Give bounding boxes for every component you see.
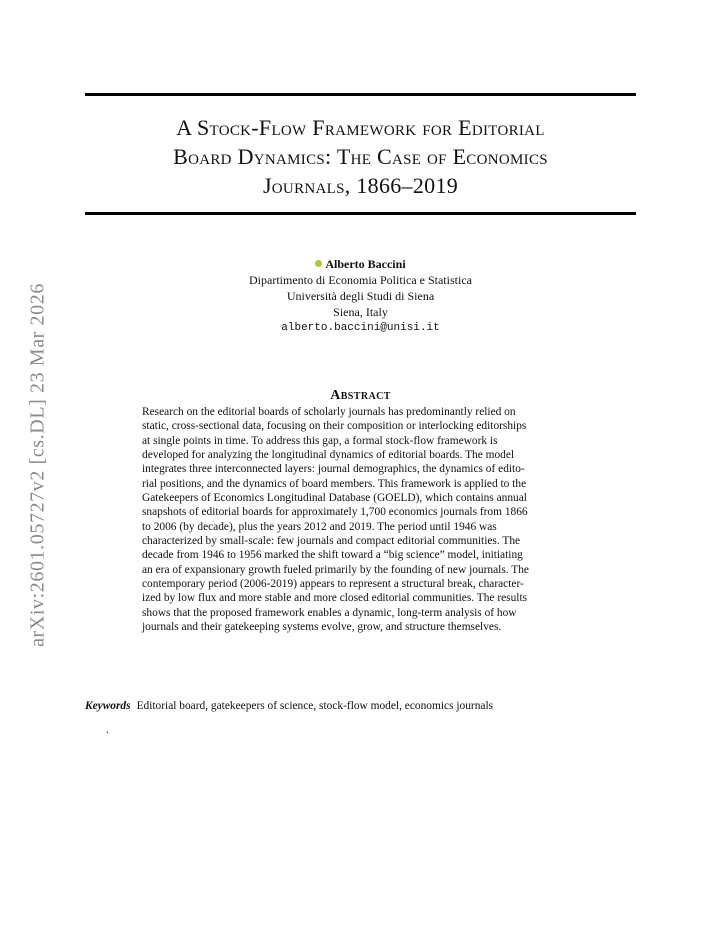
abstract-line: journals and their gatekeeping systems evolve, grow, and structure themselves. <box>142 621 502 634</box>
abstract-line: snapshots of editorial boards for approximately 1,700 economics journals from 1866 <box>142 506 528 519</box>
abstract-line: an era of expansionary growth fueled primarily by the founding of new journals. The <box>142 563 529 576</box>
abstract-line: contemporary period (2006-2019) appears to represent a structural break, character- <box>142 578 524 591</box>
orcid-icon[interactable] <box>315 260 322 267</box>
title-bottom-rule <box>85 212 636 215</box>
paper-title <box>85 113 636 200</box>
author-line <box>85 256 636 272</box>
keywords-text: Editorial board, gatekeepers of science, stock-flow model, economics journals <box>136 700 494 712</box>
abstract-line: decade from 1946 to 1956 marked the shift toward a “big science” model, initiating <box>142 549 523 562</box>
abstract-line: Gatekeepers of Economics Longitudinal Database (GOELD), which contains annual <box>142 492 527 505</box>
abstract-line: integrates three interconnected layers: journal demographics, the dynamics of edito- <box>142 463 525 476</box>
abstract-line: characterized by small-scale: few journals and compact editorial communities. The <box>142 535 521 548</box>
abstract-line: to 2006 (by decade), plus the years 2012 and 2019. The period until 1946 was <box>142 520 497 533</box>
abstract-line: static, cross-sectional data, focusing on their composition or interlocking editorships <box>142 420 527 433</box>
abstract-line: at single points in time. To address this gap, a formal stock-flow framework is <box>142 434 498 447</box>
title-line-1: A Stock-Flow Framework for Editorial <box>176 115 545 140</box>
author-block <box>85 256 636 336</box>
affiliation-university: Università degli Studi di Siena <box>286 289 435 303</box>
stray-mark: . <box>106 722 109 736</box>
author-name: Alberto Baccini <box>325 257 406 271</box>
title-line-3: Journals, 1866–2019 <box>262 173 459 198</box>
author-email[interactable]: alberto.baccini@unisi.it <box>281 322 440 334</box>
title-line-2: Board Dynamics: The Case of Economics <box>173 144 548 169</box>
abstract-line: rial positions, and the dynamics of board members. This framework is applied to the <box>142 477 527 490</box>
affiliation-department: Dipartimento di Economia Politica e Statistica <box>249 273 472 287</box>
abstract-body <box>142 405 580 635</box>
affiliation-location: Siena, Italy <box>333 305 388 319</box>
abstract-line: shows that the proposed framework enables a dynamic, long-term analysis of how <box>142 606 517 619</box>
abstract-heading: Abstract <box>330 388 391 403</box>
abstract-line: Research on the editorial boards of scholarly journals has predominantly relied on <box>142 406 516 418</box>
arxiv-identifier: arXiv:2601.05727v2 [cs.DL] 23 Mar 2026 <box>26 283 49 647</box>
abstract-line: ized by low flux and more stable and more closed editorial communities. The results <box>142 592 528 605</box>
title-top-rule <box>85 93 636 96</box>
abstract-line: developed for analyzing the longitudinal dynamics of editorial boards. The model <box>142 449 515 462</box>
keywords <box>85 700 493 712</box>
keywords-label: Keywords <box>85 700 131 712</box>
